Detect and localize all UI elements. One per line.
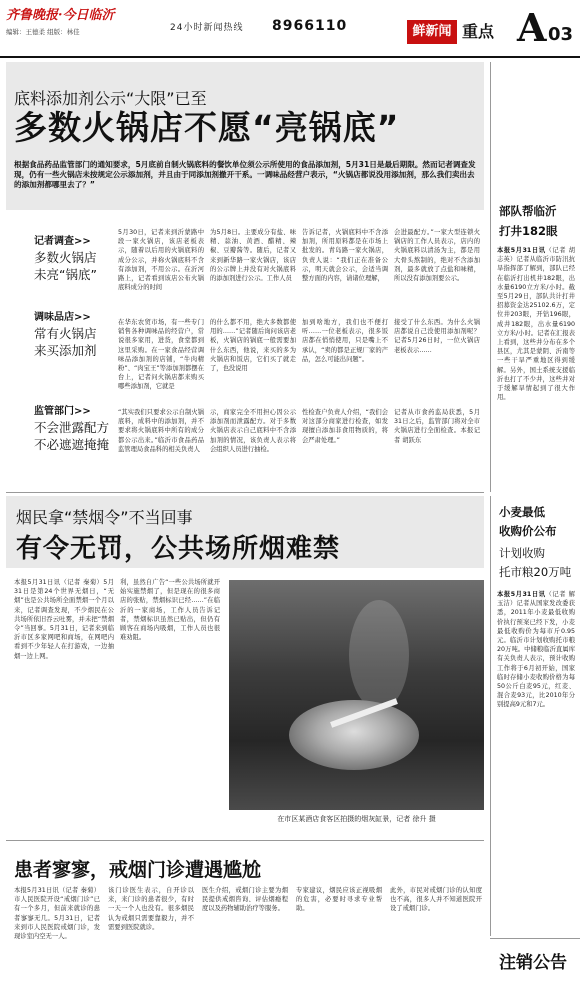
story1-kicker: 底料添加剂公示“大限”已至: [14, 89, 207, 108]
sidebar2-dateline: 本报5月31日讯: [497, 591, 546, 598]
story1-col: 在华东农贸市场，有一些专门销售各种调味品的经营户，常说很多家用，进货，食堂都到这里采购。在一家食品经营调味品添加剂的店铺，“牛肉精粉”、“肉宝王”等添加剂都摆在台上，记者问火锅店都来购买哪些添加剂，它就是: [118, 319, 204, 391]
photo-ashtray: [289, 700, 419, 770]
story1-col: “其实我们只要求公示自制火锅底料，成料中的添加剂，并不要求将火锅底料中所有的成分都公示出来。”临沂市食品药品监管理局食品科的相关负责人: [118, 409, 204, 453]
story1-col: 记者从市食药监局获悉，5月31日之后，监管部门将对全市火锅店进行全面检查。本报记者 胡跃东: [394, 409, 480, 444]
issue-dateline: [6, 28, 80, 36]
sidebar2-subtitle-line2: 托市粮20万吨: [499, 565, 572, 579]
story1-col: 告诉记者，火锅底料中不含添加剂，所用原料都是在市场上批发的。青岛路一家火锅店，负责人说：“我们正在准备公示，明天就会公示，会适当调整方面的内容，请诸位理解，: [302, 229, 388, 283]
story3-col: 医生介绍，戒烟门诊主要为烟民提供戒烟咨询、评估烟瘾程度以及药物辅助治疗等服务。: [202, 887, 288, 913]
story1-col: 会进最配方。”一家大型连锁火锅店的工作人员表示，店内的火锅底料以清汤为主，都是用大骨头熬制的，绝对不含添加剂，最多就放了点盐和味精，所以没有添加剂要公示。: [394, 229, 480, 283]
sidebar2-title: 小麦最低: [499, 505, 545, 519]
photo-caption: 在市区某酒店食客区拍摄的烟灰缸景，记者 徐升 摄: [277, 815, 436, 823]
news-hotline-label: 24小时新闻热线: [170, 23, 244, 33]
sidebar1-body: [497, 246, 575, 502]
page-number: 03: [548, 24, 574, 45]
story1-deck: 根据食品药品监管部门的通知要求，5月底前自制火锅底料的餐饮单位须公示所使用的食品添加剂，5月31日是最后期限。然而记者调查发现，仍有一些火锅店未按规定公示添加剂，并且由于同添加剂撤开干系。一调味品经营户表示，“火锅店都说没用添加剂，那么我们卖出去的添加剂都哪里去了？”: [14, 160, 476, 189]
editor-credit: 编辑：王德柔 组版：林佳: [6, 28, 80, 36]
sidebar1-title: 部队帮临沂: [499, 204, 557, 218]
page-letter: A: [517, 5, 547, 50]
sidebar2-title-line2: 收购价公布: [499, 524, 557, 538]
story1-subhead-survey: [34, 234, 97, 283]
masthead: [0, 0, 580, 56]
story3-col: 专家建议，烟民应该正视吸烟的危害，必要时寻求专业帮助。: [296, 887, 382, 913]
story3-col: 该门诊医生表示，自开诊以来，来门诊的患者很少，有时一天一个人也没有。很多烟民认为戒烟只需要靠毅力，并不需要到医院就诊。: [108, 887, 194, 931]
masthead-rule: [0, 56, 580, 58]
story2-headline: 有令无罚，公共场所烟难禁: [16, 534, 341, 564]
sidebar2-subtitle: 计划收购: [499, 546, 545, 560]
story1-headline: 多数火锅店不愿“亮锅底”: [14, 108, 400, 147]
news-hotline-number: 8966110: [272, 18, 348, 34]
sidebar-divider: [490, 496, 491, 936]
ashtray-photo: [229, 580, 484, 810]
story1-subhead-seasoning: [34, 310, 97, 359]
sidebar-divider: [490, 62, 491, 492]
subhead-label: 监管部门>>: [34, 406, 91, 417]
section-name: 重点: [462, 22, 495, 41]
story1-col: 性检查户负责人介绍，“我们会对这部分商家进行检查，如发现擅自添加非食用物质的，将会严肃处理。”: [302, 409, 388, 444]
story1-col: 示，商家完全不用担心因公示添加剂而泄露配方。对于多数火锅店表示自己底料中不含添加剂的情况，该负责人表示将会组织人员进行抽检。: [210, 409, 296, 453]
sidebar1-text: （记者 胡志英）记者从临沂市防汛抗旱指挥部了解到，部队已经在临沂打出机井182眼，出水量6190立方米/小时。截至5月29日，部队共计打井招募资金达25102.6万，定位井203眼，开钻196眼，成井182眼，出水量6190立方米/小时。记者在汇报表上看到，这些井分布在多个县区，尤其是蒙阴、沂南等一些干旱严重地区得到缓解。另外，国土系统支援临沂也打了不少井，这些井对于缓解旱情起到了很大作用。: [497, 247, 575, 402]
section-divider: [6, 492, 484, 493]
story1-col: 的什么都不用，绝大多数都使用的……”记者随后询问该店老板，火锅店的锅底一般需要加什么东西，他说，来买的多为火锅店和饭店，它们买了就走了，也没说用: [210, 319, 296, 373]
story2-col: 利，虽然自广告“一些公共场所就开始实施禁烟了，但是现在的很多商店的张贴，禁烟标识已经……”在临沂的一家商场，工作人员告诉记者，禁烟标识虽然已贴出，但仍有顾客在商场内吸烟，工作人员也很难劝阻。: [120, 579, 220, 642]
sidebar1-title-line2: 打井182眼: [499, 224, 558, 238]
section-divider: [6, 840, 484, 841]
subhead-line: 常有火锅店: [34, 326, 97, 341]
sidebar1-dateline: 本报5月31日讯: [497, 247, 546, 254]
story2-col: 本报5月31日讯（记者 秦菊）5月31日是第24个世界无烟日，“无烟”也是公共场所全面禁烟一个月以来，记者调查发现，不少烟民在公共场所依旧吞云吐雾，并未把“禁烟令”当回事。5月31日，记者来到临沂市区多家网吧和商场，在网吧内看到不少年轻人在打游戏，一边抽烟一边上网。: [14, 579, 114, 660]
newspaper-logo: 齐鲁晚报·今日临沂: [6, 8, 115, 23]
story2-kicker: 烟民拿“禁烟令”不当回事: [16, 508, 193, 527]
notice-title: 注销公告: [499, 953, 567, 973]
subhead-label: 记者调查>>: [34, 236, 91, 247]
photo-smoke: [349, 600, 409, 710]
subhead-line: 不必遮遮掩掩: [34, 437, 110, 452]
story1-col: 加到啥地方，我们也不便打听……一位老板表示，很多饭店都在悄悄使用，只是嘴上不承认，“卖的都是正规厂家的产品，怎么可能出问题”。: [302, 319, 388, 363]
sidebar2-text: （记者 解玉洁）记者从国家发改委获悉，2011年小麦最低收购价执行预案已经下发，小麦最低收购价为每市斤0.95元。临沂市计划收购托市粮20万吨。中储粮临沂直属库有关负责人表示，预计收购工作将于6月初开始，国家临时存储小麦收购价格为每50公斤白麦95元，红麦、混合麦93元，比2010年分别提高9元和7元。: [497, 591, 575, 709]
story3-col: 此外，市民对戒烟门诊的认知度也不高，很多人并不知道医院开设了戒烟门诊。: [390, 887, 482, 913]
story1-subhead-regulator: [34, 404, 109, 453]
story3-col: 本报5月31日讯（记者 秦菊）市人民医院开设“戒烟门诊”已有一个多月，但前来就诊的患者寥寥无几。5月31日，记者来到市人民医院戒烟门诊，发现诊室内空无一人。: [14, 887, 100, 941]
story3-headline: 患者寥寥，戒烟门诊遭遇尴尬: [14, 859, 262, 881]
subhead-line: 未亮“锅底”: [34, 267, 97, 282]
story1-col: 为5月8日。主要成分有盐、味精、蒜油、黄酒、醋精、辣椒、豆瓣酱等。随后，记者又来到新华路一家火锅店，该店的公示牌上并没有对火锅底料的添加剂进行公示。工作人员: [210, 229, 296, 283]
subhead-line: 多数火锅店: [34, 250, 97, 265]
sidebar2-body: [497, 590, 575, 936]
story1-col: 5月30日，记者来到沂蒙路中段一家火锅店，该店老板表示，随着以后用的火锅底料的成分公示，并称火锅底料不含有添加剂，不用公示。在沂河路上，记者看到该店公布火锅底料成分的时间: [118, 229, 204, 292]
subhead-line: 不会泄露配方: [34, 420, 110, 435]
story1-col: 接受了什么东西。为什么火锅店都说自己没使用添加剂呢？记者5月26日时，一位火锅店老板表示……: [394, 319, 480, 354]
section-badge: 鲜新闻: [407, 20, 457, 44]
subhead-line: 来买添加剂: [34, 343, 97, 358]
notice-divider: [490, 938, 580, 939]
subhead-label: 调味品店>>: [34, 312, 91, 323]
